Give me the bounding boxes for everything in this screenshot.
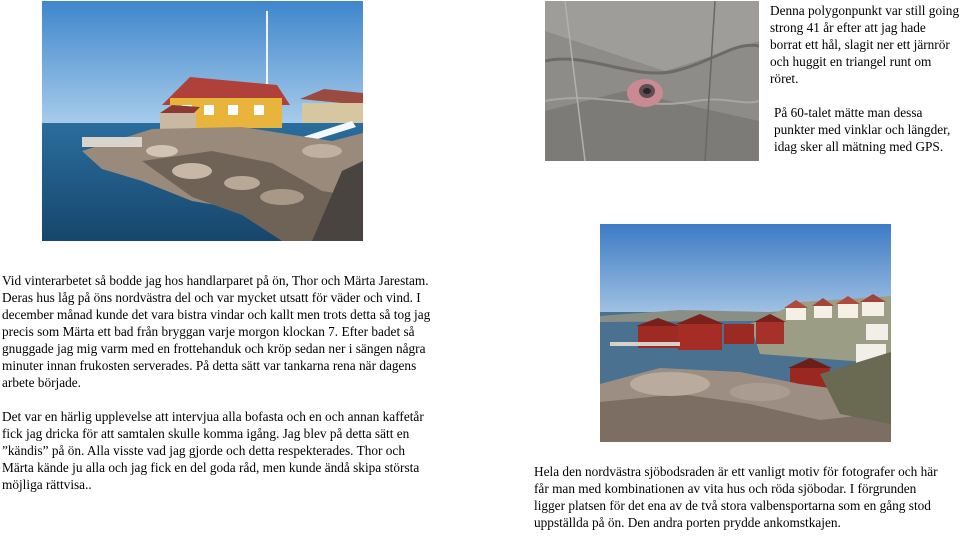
- photo-polygon-point: [545, 1, 759, 161]
- boathouses-caption-text: Hela den nordvästra sjöbodsraden är ett vanligt motiv för fotografer och här får man med kombinationen av vita hus och röda sjöbodar. I förgrunden ligger platsen för det ena av de två stora valbensportarna som en gång stod uppställda på ön. Den andra porten prydde ankomstkajen.: [534, 464, 938, 530]
- photo-yellow-house: [42, 1, 363, 241]
- polygon-point-caption: [770, 2, 960, 155]
- article-paragraph-2: Det var en härlig upplevelse att intervjua alla bofasta och en och annan kaffetår fick jag dricka för att samtalen skulle komma igång. Jag blev på detta sätt en ”kändis” på ön. Alla visste vad jag gjorde och detta respekterades. Thor och Märta kände ju alla och jag fick en del goda råd, men kunde ändå skipa största möjliga rättvisa..: [2, 409, 424, 492]
- boathouses-caption: [534, 463, 944, 531]
- polygon-point-caption-line2: På 60-talet mätte man dessa punkter med vinklar och längder, idag sker all mätning med GPS.: [774, 105, 951, 154]
- article-paragraph-1: Vid vinterarbetet så bodde jag hos handlarparet på ön, Thor och Märta Jarestam. Deras hus låg på öns nordvästra del och var mycket utsatt för väder och vind. I december månad kunde det vara bistra vindar och kallt men trots detta så tog jag precis som Märta ett bad från bryggan varje morgon klockan 7. Efter badet så gnuggade jag mig varm med en frottehanduk och kröp sedan ner i sängen några minuter innan frukosten serverades. På detta sätt var tankarna rena när dagens arbete började.: [2, 273, 431, 390]
- polygon-point-caption-line1: Denna polygonpunkt var still going strong 41 år efter att jag hade borrat ett hål, slagit ner ett järnrör och huggit en triangel runt om röret.: [770, 3, 960, 86]
- article-text: [2, 272, 432, 493]
- photo-boathouses: [600, 224, 891, 442]
